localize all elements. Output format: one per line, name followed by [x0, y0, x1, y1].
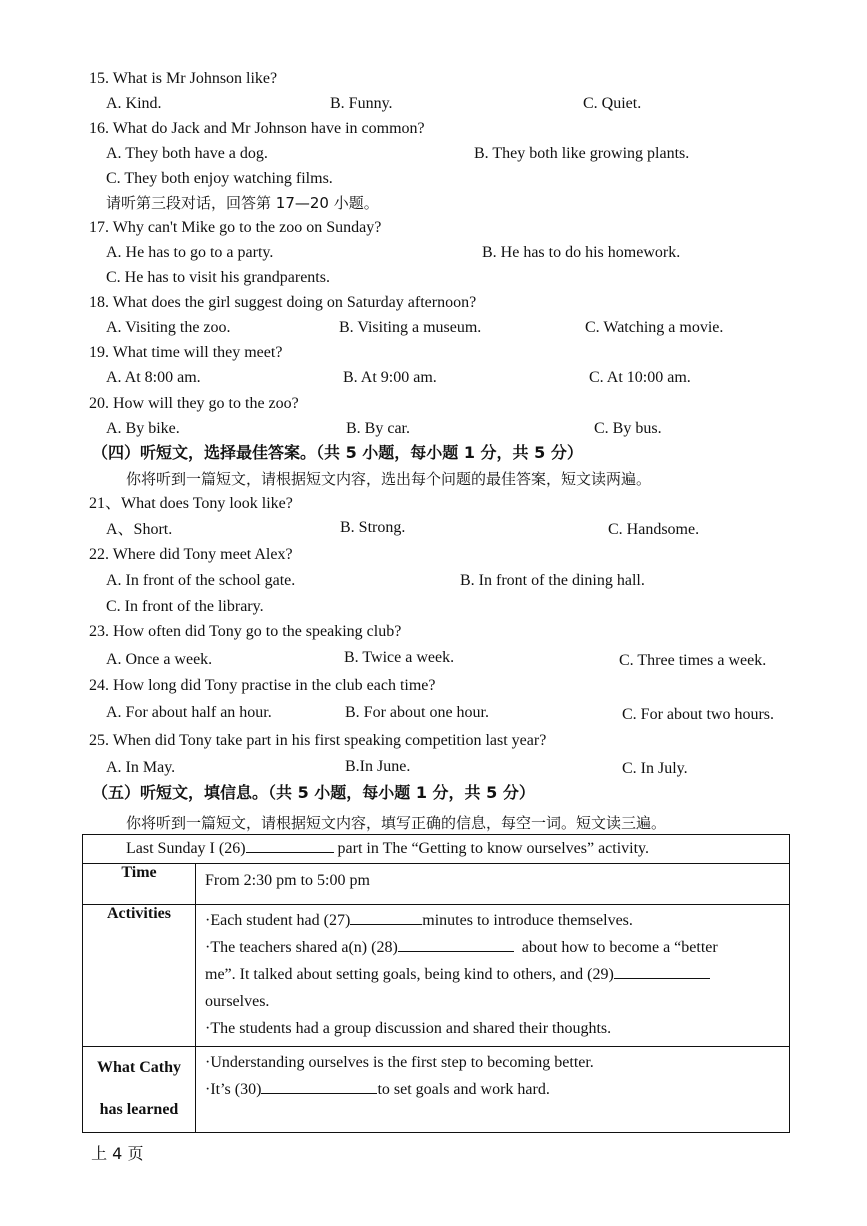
activities-label: Activities: [83, 905, 196, 1047]
section-4-heading: （四）听短文，选择最佳答案。（共 5 小题，每小题 1 分，共 5 分）: [92, 443, 583, 462]
page-footer: 上 4 页: [86, 1144, 144, 1163]
option-21a: A、Short.: [106, 521, 173, 538]
option-25a: A. In May.: [106, 759, 176, 776]
option-19c: C. At 10:00 am.: [589, 369, 691, 386]
option-21c: C. Handsome.: [608, 521, 700, 538]
blank-27[interactable]: [350, 910, 422, 925]
question-17: 17. Why can't Mike go to the zoo on Sunday?: [89, 219, 382, 236]
question-22: 22. Where did Tony meet Alex?: [89, 546, 293, 563]
question-18: 18. What does the girl suggest doing on Saturday afternoon?: [89, 294, 477, 311]
blank-28[interactable]: [398, 937, 514, 952]
option-15c: C. Quiet.: [583, 95, 642, 112]
question-19: 19. What time will they meet?: [89, 344, 283, 361]
section-5-instruction: 你将听到一篇短文，请根据短文内容，填写正确的信息，每空一词。短文读三遍。: [126, 814, 667, 832]
learned-2-post: to set goals and work hard.: [377, 1081, 550, 1098]
learned-label: [83, 1047, 196, 1133]
option-18b: B. Visiting a museum.: [339, 319, 482, 336]
option-23a: A. Once a week.: [106, 651, 213, 668]
option-20a: A. By bike.: [106, 420, 180, 437]
option-15b: B. Funny.: [330, 95, 393, 112]
option-24c: C. For about two hours.: [622, 706, 774, 723]
instruction-17-20: 请听第三段对话，回答第 17—20 小题。: [106, 194, 379, 212]
option-22b: B. In front of the dining hall.: [460, 572, 645, 589]
option-20c: C. By bus.: [594, 420, 662, 437]
option-23c: C. Three times a week.: [619, 652, 767, 669]
option-24b: B. For about one hour.: [345, 704, 489, 721]
activity-2-post: about how to become a “better: [521, 939, 718, 956]
blank-29[interactable]: [614, 964, 710, 979]
question-21: 21、What does Tony look like?: [89, 495, 293, 512]
learned-label-line2: has learned: [99, 1101, 179, 1118]
activity-2-pre: ·The teachers shared a(n) (28): [205, 939, 398, 956]
learned-1: ·Understanding ourselves is the first step to becoming better.: [205, 1054, 594, 1071]
activities-cell: [196, 905, 790, 1047]
option-19a: A. At 8:00 am.: [106, 369, 201, 386]
time-label: Time: [83, 864, 196, 905]
option-18a: A. Visiting the zoo.: [106, 319, 231, 336]
option-16b: B. They both like growing plants.: [474, 145, 690, 162]
activity-3: ·The students had a group discussion and shared their thoughts.: [205, 1020, 612, 1037]
option-17b: B. He has to do his homework.: [482, 244, 681, 261]
question-16: 16. What do Jack and Mr Johnson have in common?: [89, 120, 425, 137]
option-21b: B. Strong.: [340, 519, 406, 536]
blank-26[interactable]: [246, 838, 334, 853]
learned-cell: [196, 1047, 790, 1133]
option-19b: B. At 9:00 am.: [343, 369, 437, 386]
question-25: 25. When did Tony take part in his first speaking competition last year?: [89, 732, 547, 749]
time-cell: [196, 864, 790, 905]
option-22a: A. In front of the school gate.: [106, 572, 296, 589]
option-18c: C. Watching a movie.: [585, 319, 724, 336]
activity-2-line3: ourselves.: [205, 993, 270, 1010]
learned-label-line1: What Cathy: [96, 1059, 181, 1076]
option-17c: C. He has to visit his grandparents.: [106, 269, 330, 286]
activity-2-line2: me”. It talked about setting goals, being kind to others, and (29): [205, 966, 614, 983]
option-23b: B. Twice a week.: [344, 649, 455, 666]
question-20: 20. How will they go to the zoo?: [89, 395, 299, 412]
table-header-row: [83, 835, 790, 864]
option-24a: A. For about half an hour.: [106, 704, 272, 721]
activity-1-pre: ·Each student had (27): [205, 912, 351, 929]
activity-1-post: minutes to introduce themselves.: [422, 912, 633, 929]
question-15: 15. What is Mr Johnson like?: [89, 70, 278, 87]
option-16c: C. They both enjoy watching films.: [106, 170, 333, 187]
header-text-post: part in The “Getting to know ourselves” activity.: [337, 840, 650, 857]
option-20b: B. By car.: [346, 420, 410, 437]
question-23: 23. How often did Tony go to the speaking club?: [89, 623, 402, 640]
option-17a: A. He has to go to a party.: [106, 244, 274, 261]
question-24: 24. How long did Tony practise in the club each time?: [89, 677, 436, 694]
time-value: From 2:30 pm to 5:00 pm: [205, 872, 370, 889]
section-4-instruction: 你将听到一篇短文，请根据短文内容，选出每个问题的最佳答案，短文读两遍。: [126, 470, 652, 488]
blank-30[interactable]: [261, 1079, 377, 1094]
section-5-heading: （五）听短文，填信息。（共 5 小题，每小题 1 分，共 5 分）: [92, 783, 535, 802]
option-25c: C. In July.: [622, 760, 688, 777]
option-25b: B.In June.: [345, 758, 411, 775]
learned-2-pre: ·It’s (30): [205, 1081, 262, 1098]
header-text-pre: Last Sunday I (26): [126, 840, 246, 857]
info-table: [82, 834, 790, 1133]
option-22c: C. In front of the library.: [106, 598, 264, 615]
option-15a: A. Kind.: [106, 95, 162, 112]
option-16a: A. They both have a dog.: [106, 145, 268, 162]
